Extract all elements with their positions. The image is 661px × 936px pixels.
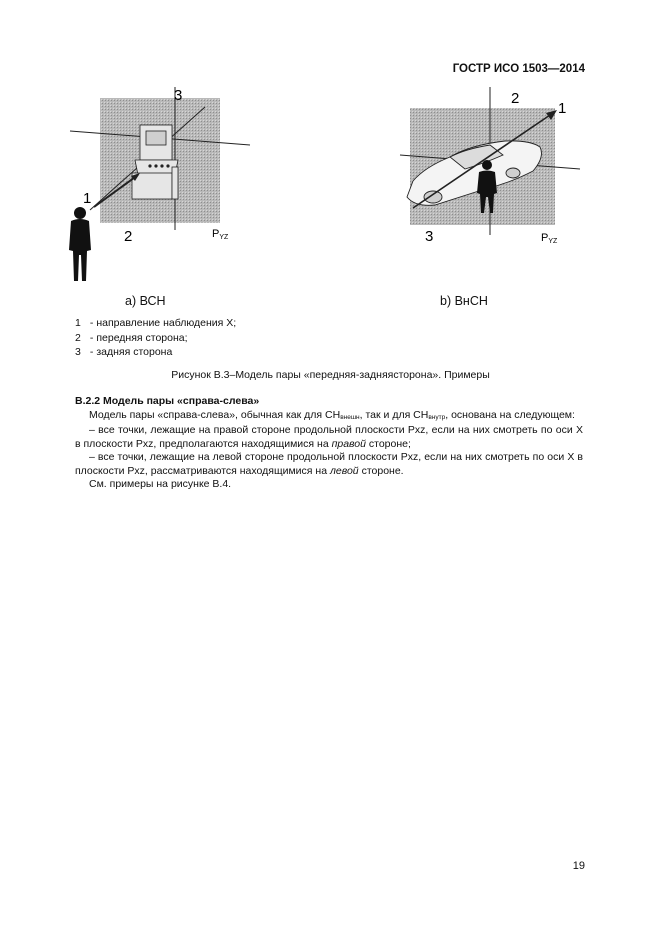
document-id: ГОСТР ИСО 1503—2014 (452, 63, 585, 75)
legend-item: 1 - направление наблюдения Х; (75, 317, 237, 329)
figure-b-plane-label: PYZ (541, 232, 558, 245)
figure-a-label-1: 1 (83, 190, 92, 207)
paragraph-2: – все точки, лежащие на правой стороне продольной плоскости Pxz, если на них смотреть по оси Х в плоскости Pxz, предполагаются находящимися на правой стороне; (75, 424, 583, 450)
paragraph-3: – все точки, лежащие на левой стороне продольной плоскости Pxz, если на них смотреть по оси Х в плоскости Pxz, рассматриваются находящимися на левой стороне. (75, 451, 583, 477)
section-body (75, 395, 583, 492)
legend-item: 3 - задняя сторона (75, 346, 173, 358)
figure-b-label-3: 3 (425, 228, 434, 245)
legend-item: 2 - передняя сторона; (75, 331, 188, 344)
figure-b-label-2: 2 (511, 90, 520, 107)
figure-b-caption: b) ВнСН (440, 294, 488, 308)
figure-a-caption: а) ВСН (125, 294, 166, 308)
figure-a-label-3: 3 (174, 87, 183, 104)
figure-a-illustration (60, 85, 260, 285)
paragraph-4: См. примеры на рисунке В.4. (89, 478, 232, 490)
figure-a-plane-label: PYZ (212, 228, 229, 241)
person-silhouette (69, 207, 91, 281)
figure-legend (75, 316, 236, 360)
figure-b-label-1: 1 (558, 100, 567, 117)
figure-a-label-2: 2 (124, 228, 133, 245)
figure-caption: Рисунок В.3–Модель пары «передняя-задняясторона». Примеры (171, 369, 490, 381)
section-title: В.2.2 Модель пары «справа-слева» (75, 395, 260, 407)
paragraph-1: Модель пары «справа-слева», обычная как для $СН_{внешн}$, так и для $СН_{внутр}$, основана на следующем: (89, 408, 575, 421)
page-number: 19 (572, 860, 585, 872)
figure-b-illustration (395, 85, 585, 285)
